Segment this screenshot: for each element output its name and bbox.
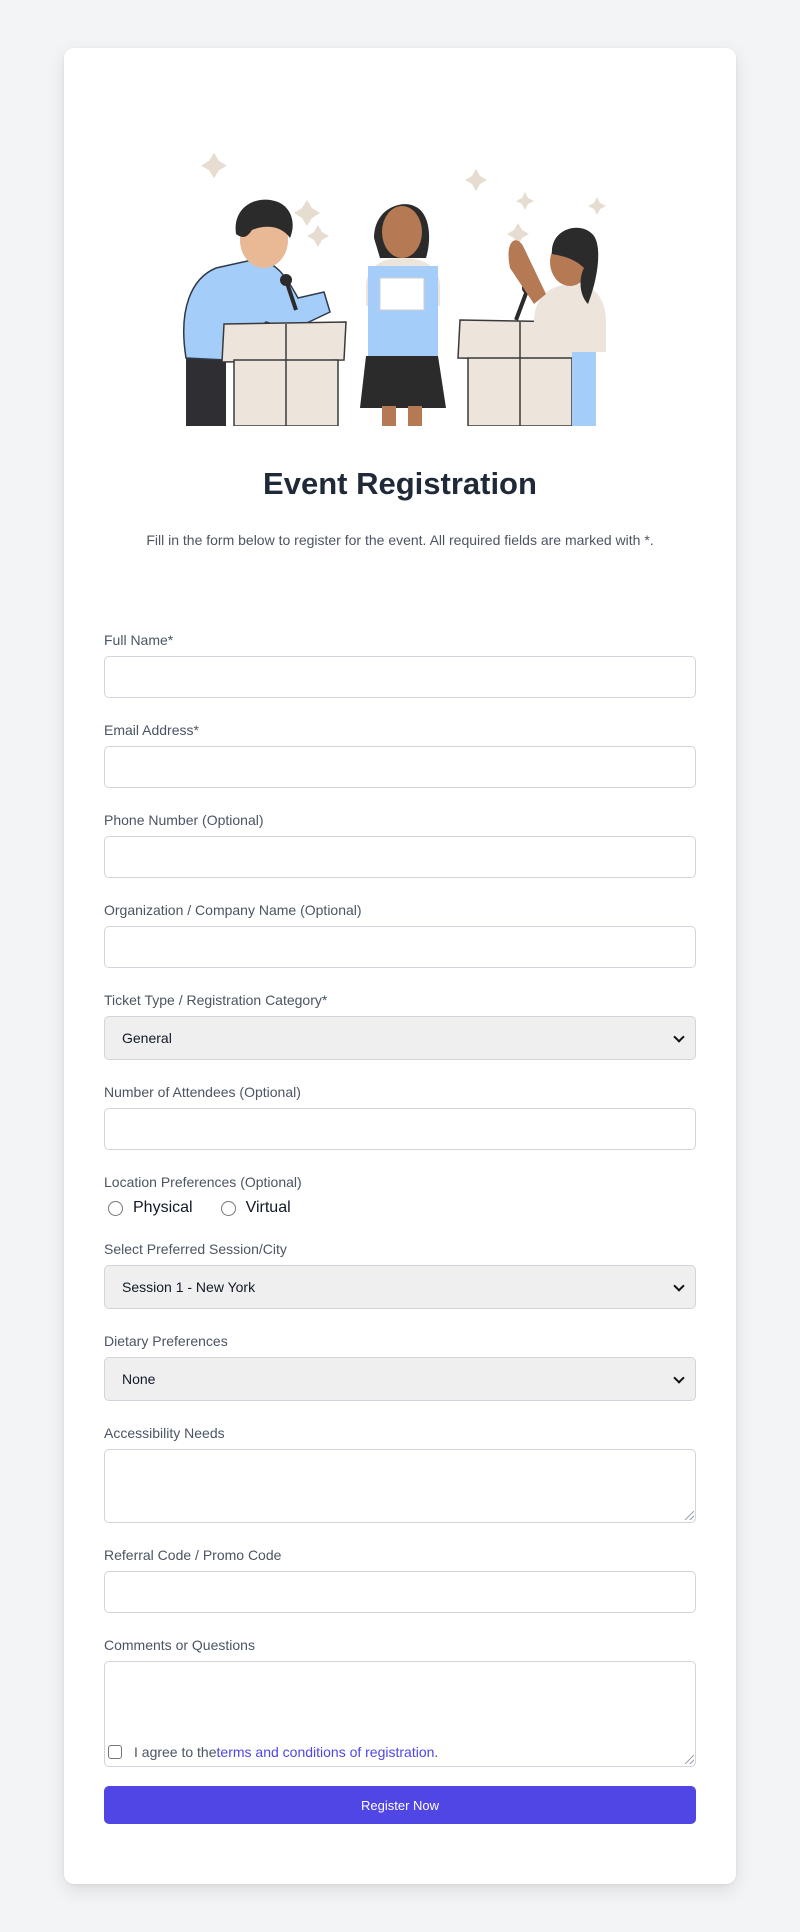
speakers-illustration bbox=[174, 108, 626, 426]
page-title: Event Registration bbox=[263, 466, 537, 501]
location-radio-group bbox=[108, 1198, 319, 1218]
full-name-label: Full Name* bbox=[104, 632, 174, 648]
location-option-physical[interactable] bbox=[108, 1199, 193, 1217]
registration-card bbox=[64, 48, 736, 1884]
attendees-input[interactable] bbox=[104, 1108, 696, 1150]
session-select[interactable] bbox=[104, 1265, 696, 1309]
center-speaker bbox=[360, 204, 446, 426]
terms-checkbox[interactable] bbox=[108, 1745, 122, 1759]
phone-label: Phone Number (Optional) bbox=[104, 812, 264, 828]
full-name-input[interactable] bbox=[104, 656, 696, 698]
terms-agreement bbox=[108, 1744, 438, 1760]
email-input[interactable] bbox=[104, 746, 696, 788]
organization-label: Organization / Company Name (Optional) bbox=[104, 902, 362, 918]
location-option-virtual[interactable] bbox=[221, 1199, 291, 1217]
terms-prefix: I agree to the bbox=[134, 1744, 217, 1760]
terms-link[interactable]: terms and conditions of registration bbox=[216, 1744, 435, 1760]
phone-input[interactable] bbox=[104, 836, 696, 878]
session-value: Session 1 - New York bbox=[122, 1279, 256, 1295]
left-podium bbox=[222, 322, 346, 426]
chevron-down-icon bbox=[673, 1280, 684, 1291]
page-subtitle: Fill in the form below to register for the event. All required fields are marked with *. bbox=[146, 532, 654, 548]
comments-label: Comments or Questions bbox=[104, 1637, 255, 1653]
organization-input[interactable] bbox=[104, 926, 696, 968]
accessibility-textarea[interactable] bbox=[104, 1449, 696, 1523]
referral-input[interactable] bbox=[104, 1571, 696, 1613]
radio-virtual-label: Virtual bbox=[245, 1199, 291, 1216]
radio-virtual[interactable] bbox=[221, 1201, 236, 1216]
terms-suffix: . bbox=[434, 1744, 439, 1760]
resize-handle-icon[interactable] bbox=[685, 1511, 694, 1520]
chevron-down-icon bbox=[673, 1372, 684, 1383]
dietary-value: None bbox=[122, 1371, 156, 1387]
register-button[interactable]: Register Now bbox=[104, 1786, 696, 1824]
resize-handle-icon[interactable] bbox=[685, 1755, 694, 1764]
ticket-type-label: Ticket Type / Registration Category* bbox=[104, 992, 328, 1008]
dietary-label: Dietary Preferences bbox=[104, 1333, 228, 1349]
ticket-type-value: General bbox=[122, 1030, 172, 1046]
chevron-down-icon bbox=[673, 1031, 684, 1042]
location-label: Location Preferences (Optional) bbox=[104, 1174, 302, 1190]
attendees-label: Number of Attendees (Optional) bbox=[104, 1084, 301, 1100]
session-label: Select Preferred Session/City bbox=[104, 1241, 287, 1257]
dietary-select[interactable] bbox=[104, 1357, 696, 1401]
radio-physical[interactable] bbox=[108, 1201, 123, 1216]
ticket-type-select[interactable] bbox=[104, 1016, 696, 1060]
email-label: Email Address* bbox=[104, 722, 199, 738]
accessibility-label: Accessibility Needs bbox=[104, 1425, 225, 1441]
radio-physical-label: Physical bbox=[133, 1199, 193, 1216]
referral-label: Referral Code / Promo Code bbox=[104, 1547, 282, 1563]
